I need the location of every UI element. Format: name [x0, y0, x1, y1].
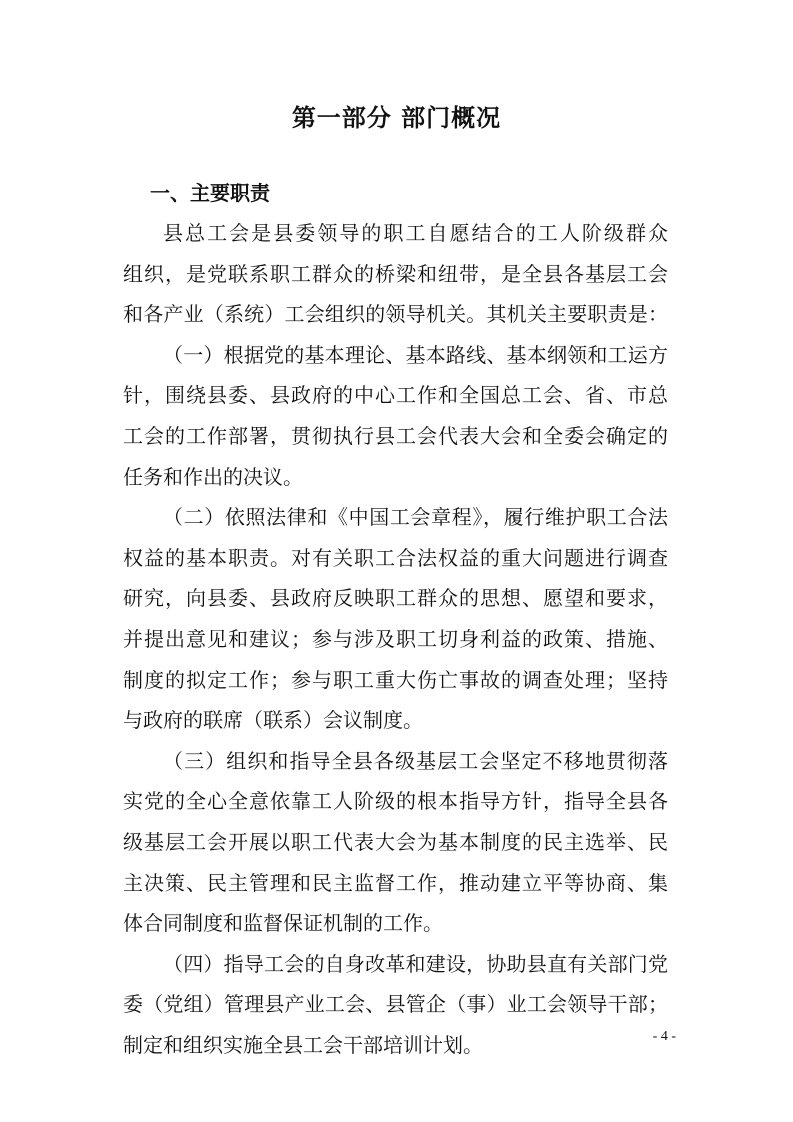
body-line: 权益的基本职责。对有关职工合法权益的重大问题进行调查 [123, 545, 668, 570]
body-line: 级基层工会开展以职工代表大会为基本制度的民主选举、民 [123, 830, 668, 854]
body-line: 制定和组织实施全县工会干部培训计划。 [123, 1033, 483, 1057]
body-line: （三）组织和指导全县各级基层工会坚定不移地贯彻落 [163, 748, 668, 773]
body-line: 工会的工作部署，贯彻执行县工会代表大会和全委会确定的 [123, 424, 668, 448]
body-line: 实党的全心全意依靠工人阶级的根本指导方针，指导全县各 [123, 789, 668, 814]
body-line: 组织，是党联系职工群众的桥梁和纽带，是全县各基层工会 [123, 261, 668, 286]
body-line: 和各产业（系统）工会组织的领导机关。其机关主要职责是： [123, 302, 668, 327]
body-line: 研究，向县委、县政府反映职工群众的思想、愿望和要求， [123, 586, 668, 611]
body-line: 委（党组）管理县产业工会、县管企（事）业工会领导干部； [123, 992, 668, 1017]
body-line: 主决策、民主管理和民主监督工作，推动建立平等协商、集 [123, 870, 668, 895]
body-line: （二）依照法律和《中国工会章程》，履行维护职工合法 [163, 505, 668, 530]
body-line: 任务和作出的决议。 [123, 464, 303, 489]
body-line: （一）根据党的基本理论、基本路线、基本纲领和工运方 [163, 342, 668, 367]
body-line: 并提出意见和建议；参与涉及职工切身利益的政策、措施、 [123, 627, 668, 651]
body-line: 县总工会是县委领导的职工自愿结合的工人阶级群众 [163, 221, 668, 245]
body-line: （四）指导工会的自身改革和建设，协助县直有关部门党 [163, 951, 668, 976]
section-heading: 一、主要职责 [150, 181, 270, 205]
body-line: 体合同制度和监督保证机制的工作。 [123, 911, 443, 936]
page-title: 第一部分 部门概况 [291, 104, 502, 132]
body-line: 制度的拟定工作；参与职工重大伤亡事故的调查处理；坚持 [123, 667, 668, 692]
body-line: 针，围绕县委、县政府的中心工作和全国总工会、省、市总 [123, 383, 668, 408]
body-line: 与政府的联席（联系）会议制度。 [123, 708, 423, 733]
page-number: - 4 - [652, 1029, 676, 1044]
